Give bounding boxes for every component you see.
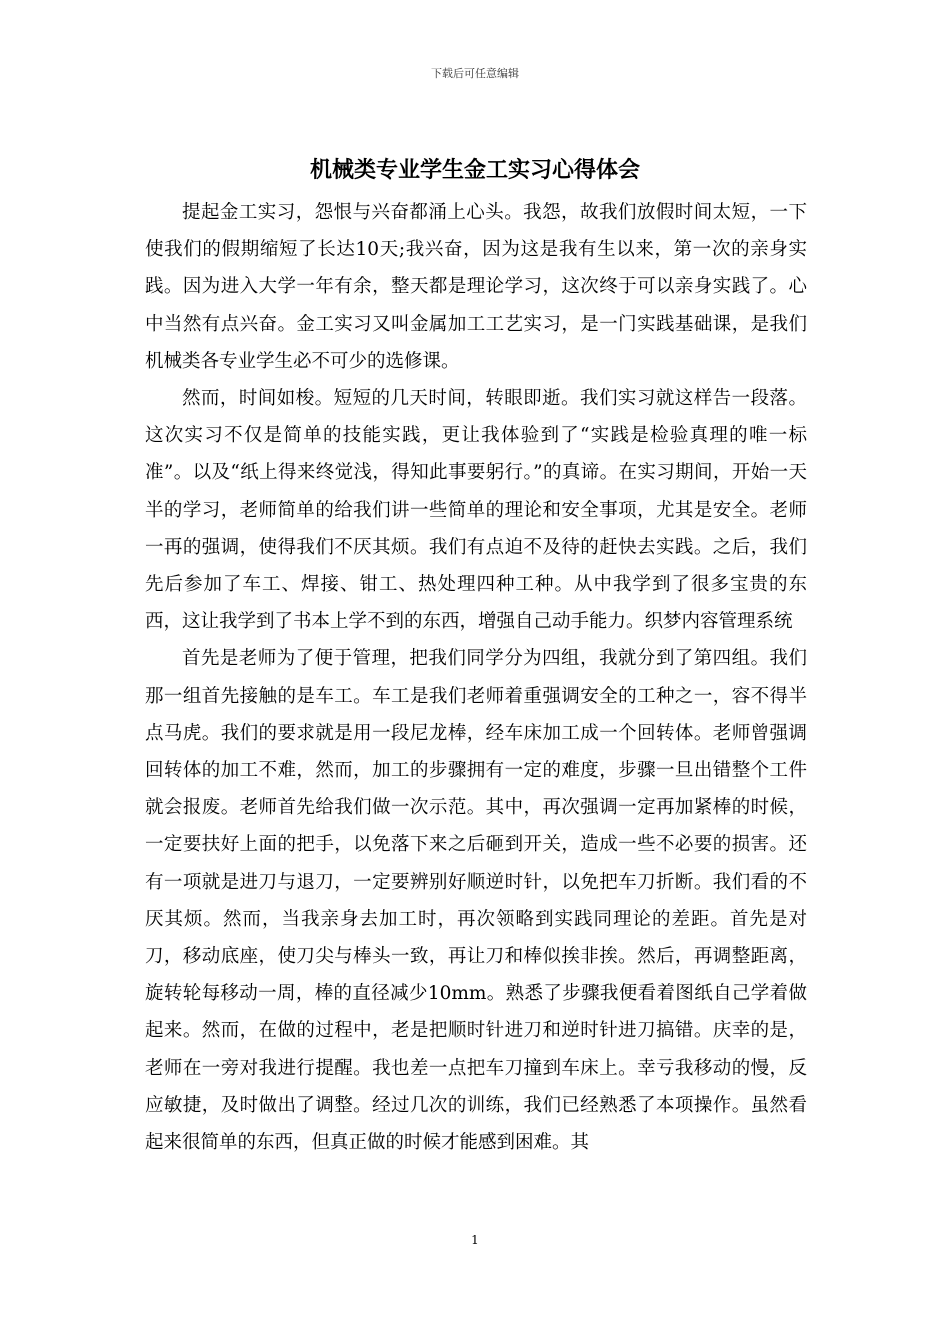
paragraph-2: 然而，时间如梭。短短的几天时间，转眼即逝。我们实习就这样告一段落。这次实习不仅是简单的技能实践，更让我体验到了“实践是检验真理的唯一标准”。以及“纸上得来终觉浅，得知此事要躬行。”的真谛。在实习期间，开始一天半的学习，老师简单的给我们讲一些简单的理论和安全事项，尤其是安全。老师一再的强调，使得我们不厌其烦。我们有点迫不及待的赶快去实践。之后，我们先后参加了车工、焊接、钳工、热处理四种工种。从中我学到了很多宝贵的东西，这让我学到了书本上学不到的东西，增强自己动手能力。织梦内容管理系统 xyxy=(145,388,807,633)
document-body xyxy=(145,194,807,1161)
paragraph-3: 首先是老师为了便于管理，把我们同学分为四组，我就分到了第四组。我们那一组首先接触的是车工。车工是我们老师着重强调安全的工种之一，容不得半点马虎。我们的要求就是用一段尼龙棒，经车床加工成一个回转体。老师曾强调回转体的加工不难，然而，加工的步骤拥有一定的难度，步骤一旦出错整个工件就会报废。老师首先给我们做一次示范。其中，再次强调一定再加紧棒的时候，一定要扶好上面的把手，以免落下来之后砸到开关，造成一些不必要的损害。还有一项就是进刀与退刀，一定要辨别好顺逆时针，以免把车刀折断。我们看的不厌其烦。然而，当我亲身去加工时，再次领略到实践同理论的差距。首先是对刀，移动底座，使刀尖与棒头一致，再让刀和棒似挨非挨。然后，再调整距离，旋转轮每移动一周，棒的直径减少10mm。熟悉了步骤我便看着图纸自己学着做起来。然而，在做的过程中，老是把顺时针进刀和逆时针进刀搞错。庆幸的是，老师在一旁对我进行提醒。我也差一点把车刀撞到车床上。幸亏我移动的慢，反应敏捷，及时做出了调整。经过几次的训练，我们已经熟悉了本项操作。虽然看起来很简单的东西，但真正做的时候才能感到困难。其 xyxy=(145,648,807,1154)
page-number: 1 xyxy=(471,1233,479,1247)
paragraph-1: 提起金工实习，怨恨与兴奋都涌上心头。我怨，故我们放假时间太短，一下使我们的假期缩短了长达10天;我兴奋，因为这是我有生以来，第一次的亲身实践。因为进入大学一年有余，整天都是理论学习，这次终于可以亲身实践了。心中当然有点兴奋。金工实习又叫金属加工工艺实习，是一门实践基础课，是我们机械类各专业学生必不可少的选修课。 xyxy=(145,202,807,372)
document-title: 机械类专业学生金工实习心得体会 xyxy=(309,157,640,183)
header-note: 下载后可任意编辑 xyxy=(431,67,519,80)
